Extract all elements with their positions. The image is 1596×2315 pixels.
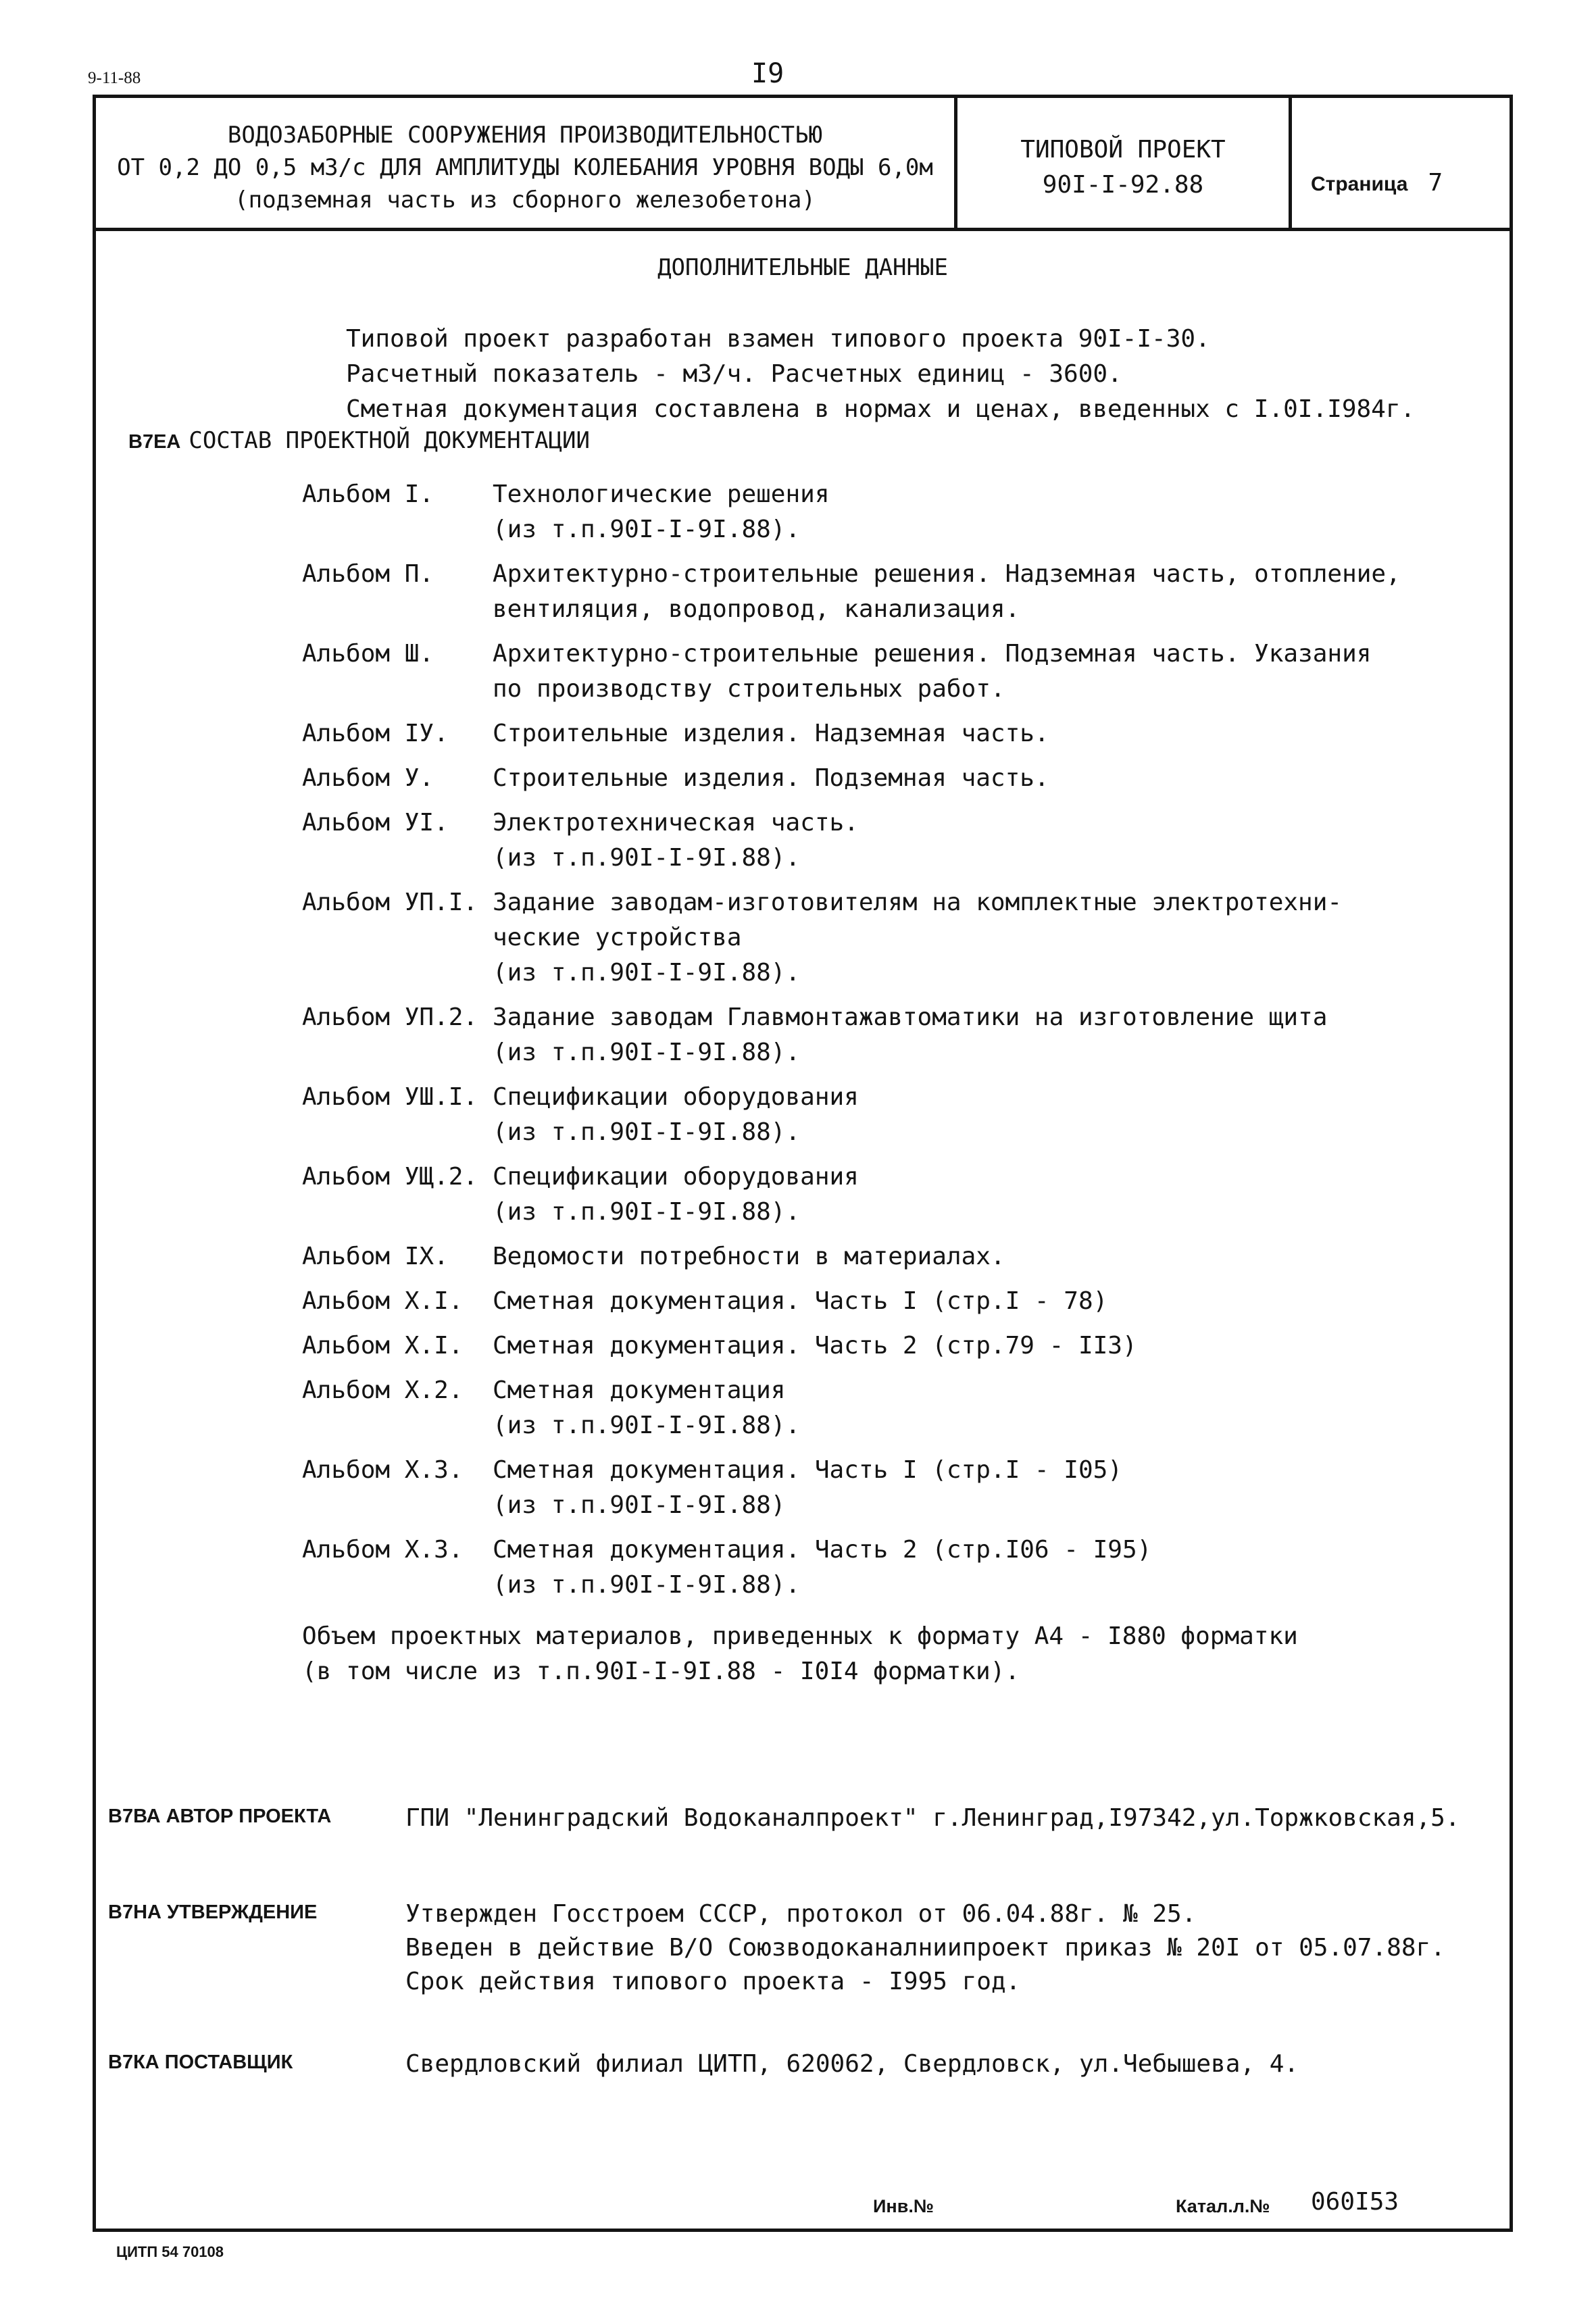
volume-note: Объем проектных материалов, приведенных к формату А4 - I880 форматки (в том числе из т.п.90I-I-9I.88 - I0I4 форматки). <box>302 1622 1298 1685</box>
catalog-label: Катал.л.№ <box>1176 2196 1270 2216</box>
album-label: Альбом I. <box>302 480 434 508</box>
album-label: Альбом УЩ.2. <box>302 1163 478 1191</box>
composition-heading <box>128 427 590 454</box>
supplier-text: Свердловский филиал ЦИТП, 620062, Свердловск, ул.Чебышева, 4. <box>405 2050 1299 2078</box>
project-number: 90I-I-92.88 <box>1042 171 1204 199</box>
album-description: Спецификации оборудования (из т.п.90I-I-9I.88). <box>493 1083 859 1146</box>
album-item <box>302 1453 1412 1523</box>
project-label: ТИПОВОЙ ПРОЕКТ <box>1020 136 1226 164</box>
album-item <box>302 477 1412 547</box>
album-description: Задание заводам Главмонтажавтоматики на изготовление щита (из т.п.90I-I-9I.88). <box>493 1003 1328 1066</box>
additional-data-lines <box>346 322 1415 427</box>
album-description: Электротехническая часть. (из т.п.90I-I-9I.88). <box>493 809 859 872</box>
header-page-block <box>1311 169 1443 197</box>
album-item <box>302 1000 1412 1070</box>
header-title-block <box>96 119 954 216</box>
album-label: Альбом УП.I. <box>302 889 478 916</box>
album-item <box>302 637 1412 707</box>
intro-line-1: Типовой проект разработан взамен типового проекта 90I-I-30. <box>346 325 1210 353</box>
album-description: Сметная документация (из т.п.90I-I-9I.88). <box>493 1376 801 1439</box>
album-description: Архитектурно-строительные решения. Надземная часть, отопление, вентиляция, водопровод, канализация. <box>493 560 1401 623</box>
album-label: Альбом У. <box>302 764 434 792</box>
album-label: Альбом X.3. <box>302 1456 464 1484</box>
album-item <box>302 1160 1412 1230</box>
album-item <box>302 885 1412 991</box>
album-item <box>302 1533 1412 1603</box>
header-divider <box>93 228 1513 231</box>
album-description: Ведомости потребности в материалах. <box>493 1243 1005 1270</box>
section-heading: ДОПОЛНИТЕЛЬНЫЕ ДАННЫЕ <box>657 254 948 281</box>
album-description: Спецификации оборудования (из т.п.90I-I-9I.88). <box>493 1163 859 1226</box>
album-description: Сметная документация. Часть I (стр.I - 78) <box>493 1287 1108 1315</box>
album-list <box>302 477 1412 1612</box>
header-title-line-3: (подземная часть из сборного железобетона) <box>234 186 816 214</box>
album-description: Сметная документация. Часть 2 (стр.I06 - I95) (из т.п.90I-I-9I.88). <box>493 1536 1152 1599</box>
intro-line-3: Сметная документация составлена в нормах и ценах, введенных с I.0I.I984г. <box>346 395 1416 423</box>
album-label: Альбом П. <box>302 560 434 588</box>
album-label: Альбом УП.2. <box>302 1003 478 1031</box>
album-description: Задание заводам-изготовителям на комплектные электротехни- ческие устройства (из т.п.90I-I-9I.88). <box>493 889 1343 987</box>
album-description: Сметная документация. Часть I (стр.I - I05) (из т.п.90I-I-9I.88) <box>493 1456 1122 1519</box>
approval-text: Утвержден Госстроем СССР, протокол от 06.04.88г. № 25. Введен в действие В/О Союзводоканалниипроект приказ № 20I от 05.07.88г. Срок действия типового проекта - I995 год. <box>405 1900 1445 1995</box>
composition-title: СОСТАВ ПРОЕКТНОЙ ДОКУМЕНТАЦИИ <box>189 427 590 454</box>
album-item <box>302 1284 1412 1319</box>
sheet-number: I9 <box>751 58 784 89</box>
album-item <box>302 1080 1412 1150</box>
album-label: Альбом УШ.I. <box>302 1083 478 1111</box>
album-description: Сметная документация. Часть 2 (стр.79 - II3) <box>493 1332 1137 1360</box>
album-label: Альбом Ш. <box>302 640 434 668</box>
album-item <box>302 1328 1412 1364</box>
album-item <box>302 557 1412 627</box>
album-item <box>302 1373 1412 1443</box>
approval-label: В7НА УТВЕРЖДЕНИЕ <box>108 1901 318 1923</box>
album-label: Альбом X.I. <box>302 1332 464 1360</box>
header-title-line-2: ОТ 0,2 ДО 0,5 м3/с ДЛЯ АМПЛИТУДЫ КОЛЕБАНИЯ УРОВНЯ ВОДЫ 6,0м <box>117 154 933 181</box>
album-label: Альбом X.2. <box>302 1376 464 1404</box>
album-label: Альбом X.3. <box>302 1536 464 1564</box>
intro-line-2: Расчетный показатель - м3/ч. Расчетных единиц - 3600. <box>346 360 1122 388</box>
document-date: 9-11-88 <box>88 69 141 87</box>
author-text: ГПИ "Ленинградский Водоканалпроект" г.Ленинград,I97342,ул.Торжковская,5. <box>405 1804 1460 1832</box>
album-label: Альбом УI. <box>302 809 449 837</box>
album-description: Технологические решения (из т.п.90I-I-9I.88). <box>493 480 830 543</box>
composition-code: В7ЕА <box>128 431 181 453</box>
album-item <box>302 716 1412 751</box>
album-description: Строительные изделия. Подземная часть. <box>493 764 1049 792</box>
catalog-value: 060I53 <box>1311 2188 1399 2216</box>
album-item <box>302 761 1412 796</box>
supplier-label: В7КА ПОСТАВЩИК <box>108 2051 293 2073</box>
album-label: Альбом IУ. <box>302 720 449 747</box>
publisher-stamp: ЦИТП 54 70108 <box>116 2243 224 2260</box>
header-column-divider-2 <box>1289 95 1292 230</box>
album-description: Строительные изделия. Надземная часть. <box>493 720 1049 747</box>
page-value: 7 <box>1428 169 1443 197</box>
page-label: Страница <box>1311 173 1408 195</box>
album-description: Архитектурно-строительные решения. Подземная часть. Указания по производству строительных работ. <box>493 640 1372 703</box>
album-item <box>302 1239 1412 1274</box>
album-label: Альбом X.I. <box>302 1287 464 1315</box>
header-project-block <box>957 132 1289 203</box>
header-title-line-1: ВОДОЗАБОРНЫЕ СООРУЖЕНИЯ ПРОИЗВОДИТЕЛЬНОСТЬЮ <box>227 122 823 149</box>
album-label: Альбом IX. <box>302 1243 449 1270</box>
inventory-label: Инв.№ <box>873 2196 934 2216</box>
author-label: В7ВА АВТОР ПРОЕКТА <box>108 1806 332 1827</box>
album-item <box>302 805 1412 876</box>
